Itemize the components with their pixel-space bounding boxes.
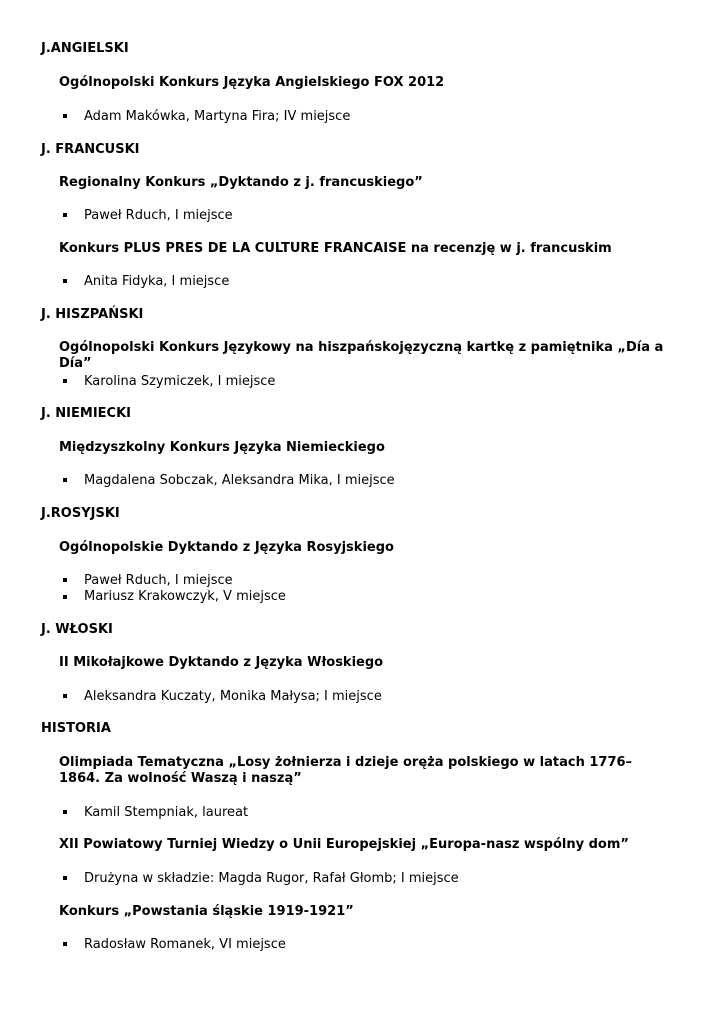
bullet-icon	[63, 213, 67, 217]
contest-title: Konkurs PLUS PRES DE LA CULTURE FRANCAISE na recenzję w j. francuskim	[59, 241, 612, 256]
bullet-icon	[63, 876, 67, 880]
result-item: Radosław Romanek, VI miejsce	[84, 937, 286, 952]
bullet-icon	[63, 578, 67, 582]
result-item: Anita Fidyka, I miejsce	[84, 274, 230, 289]
bullet-icon	[63, 279, 67, 283]
section-heading: J. WŁOSKI	[41, 622, 113, 637]
section-heading: J.ANGIELSKI	[41, 41, 129, 56]
section-heading: J. HISZPAŃSKI	[41, 307, 144, 322]
contest-title: Olimpiada Tematyczna „Losy żołnierza i dzieje oręża polskiego w latach 1776–1864. Za wolność Waszą i naszą”	[59, 755, 633, 786]
result-item: Magdalena Sobczak, Aleksandra Mika, I miejsce	[84, 473, 395, 488]
result-item: Drużyna w składzie: Magda Rugor, Rafał Głomb; I miejsce	[84, 871, 459, 886]
bullet-icon	[63, 942, 67, 946]
bullet-icon	[63, 478, 67, 482]
result-item: Kamil Stempniak, laureat	[84, 805, 249, 820]
result-item: Mariusz Krakowczyk, V miejsce	[84, 589, 286, 604]
result-item: Paweł Rduch, I miejsce	[84, 573, 233, 588]
contest-title: Konkurs „Powstania śląskie 1919-1921”	[59, 904, 354, 919]
section-heading: HISTORIA	[41, 721, 111, 736]
section-heading: J.ROSYJSKI	[41, 506, 120, 521]
contest-title: Ogólnopolskie Dyktando z Języka Rosyjskiego	[59, 540, 394, 555]
section-heading: J. NIEMIECKI	[41, 406, 132, 421]
contest-title: II Mikołajkowe Dyktando z Języka Włoskiego	[59, 655, 384, 670]
contest-title: Ogólnopolski Konkurs Językowy na hiszpańskojęzyczną kartkę z pamiętnika „Día a Día”	[59, 340, 664, 371]
contest-title: Ogólnopolski Konkurs Języka Angielskiego FOX 2012	[59, 75, 445, 90]
bullet-icon	[63, 810, 67, 814]
contest-title: Międzyszkolny Konkurs Języka Niemieckiego	[59, 440, 385, 455]
contest-title: XII Powiatowy Turniej Wiedzy o Unii Europejskiej „Europa-nasz wspólny dom”	[59, 837, 629, 852]
result-item: Aleksandra Kuczaty, Monika Małysa; I miejsce	[84, 689, 382, 704]
bullet-icon	[63, 694, 67, 698]
result-item: Paweł Rduch, I miejsce	[84, 208, 233, 223]
section-heading: J. FRANCUSKI	[41, 142, 140, 157]
bullet-icon	[63, 114, 67, 118]
contest-title: Regionalny Konkurs „Dyktando z j. francuskiego”	[59, 175, 423, 190]
result-item: Karolina Szymiczek, I miejsce	[84, 374, 276, 389]
bullet-icon	[63, 379, 67, 383]
bullet-icon	[63, 595, 67, 599]
result-item: Adam Makówka, Martyna Fira; IV miejsce	[84, 109, 351, 124]
